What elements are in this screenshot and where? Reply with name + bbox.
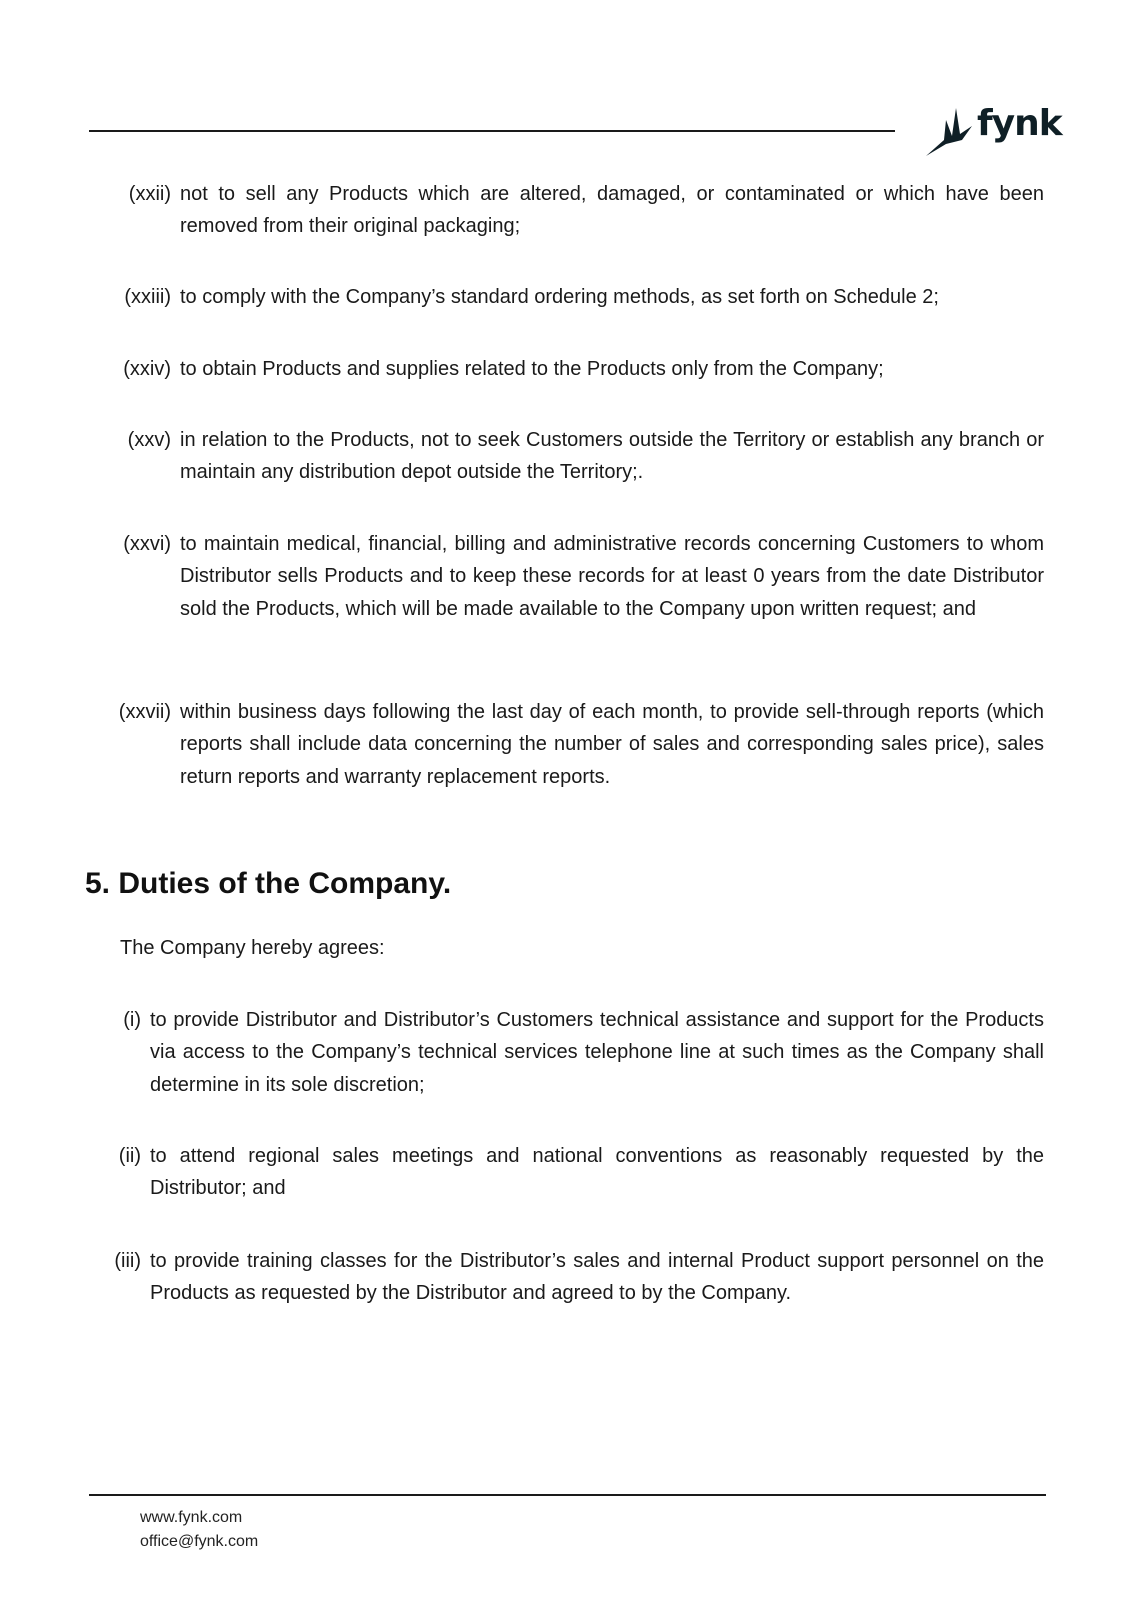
clause-text: in relation to the Products, not to seek Customers outside the Territory or establish any branch or maintain any distribution depot outside the Territory;. [180, 429, 1044, 484]
clause-text: to attend regional sales meetings and national conventions as reasonably requested by the Distributor; and [150, 1145, 1044, 1200]
clause-number: (xxiv) [123, 358, 171, 380]
clause-text: to provide training classes for the Distributor’s sales and internal Product support personnel on the Products as requested by the Distributor and agreed to by the Company. [150, 1250, 1044, 1305]
clause-number: (i) [123, 1009, 141, 1031]
fynk-logo [922, 103, 1062, 160]
clause-text: within business days following the last day of each month, to provide sell-through reports (which reports shall include data concerning the number of sales and corresponding sales price), sales return reports and warranty replacement reports. [180, 701, 1044, 788]
clause-number: (ii) [118, 1145, 141, 1167]
clause-number: (xxvi) [123, 533, 171, 555]
clause-text: not to sell any Products which are altered, damaged, or contaminated or which have been removed from their original packaging; [180, 183, 1044, 238]
section-heading: 5. Duties of the Company. [85, 867, 452, 900]
header-divider [89, 130, 895, 132]
clause-text: to obtain Products and supplies related to the Products only from the Company; [180, 358, 884, 380]
clause-number: (xxvii) [118, 701, 171, 723]
section-intro: The Company hereby agrees: [120, 937, 385, 959]
clause-text: to comply with the Company’s standard ordering methods, as set forth on Schedule 2; [180, 286, 939, 308]
clause-number: (xxiii) [124, 286, 171, 308]
clause-number: (iii) [114, 1250, 141, 1272]
footer-email: office@fynk.com [140, 1533, 259, 1550]
clause-text: to provide Distributor and Distributor’s Customers technical assistance and support for the Products via access to the Company’s technical services telephone line at such times as the Company shall determine in its sole discretion; [150, 1009, 1044, 1096]
clause-text: to maintain medical, financial, billing and administrative records concerning Customers to whom Distributor sells Products and to keep these records for at least 0 years from the date Distributor sold the Products, which will be made available to the Company upon written request; and [180, 533, 1044, 620]
logo-wordmark: fynk [977, 103, 1062, 144]
clause-number: (xxv) [127, 429, 171, 451]
footer-website: www.fynk.com [140, 1509, 243, 1526]
clause-number: (xxii) [128, 183, 171, 205]
footer-divider [89, 1494, 1046, 1496]
bird-icon [922, 104, 978, 160]
